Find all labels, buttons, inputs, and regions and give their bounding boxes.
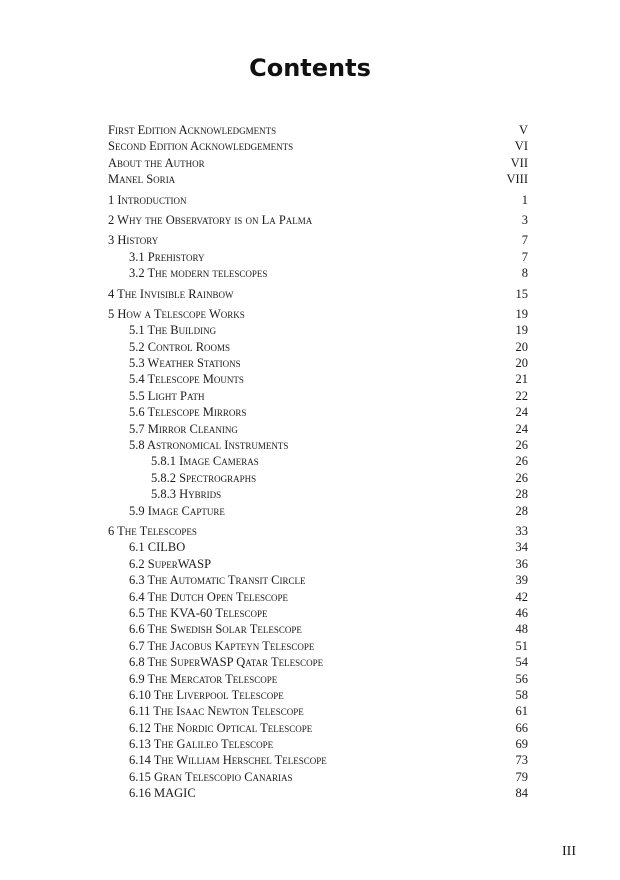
toc-entry-title: 3.2 The modern telescopes [129,266,268,281]
toc-entry-title: 5 How a Telescope Works [108,306,245,321]
toc-entry-page-number: 22 [515,388,528,403]
toc-entry-page-number: VII [510,155,528,170]
toc-entry[interactable] [108,265,528,281]
toc-entry[interactable] [108,249,528,265]
toc-entry[interactable] [108,654,528,670]
toc-entry-title: 4 The Invisible Rainbow [108,286,234,301]
toc-entry-title: 5.3 Weather Stations [129,356,241,371]
toc-entry-title: 6.8 The SuperWASP Qatar Telescope [129,655,324,670]
toc-entry-title: About the Author [108,155,205,170]
toc-entry-title: 5.8.1 Image Cameras [151,454,259,469]
toc-entry[interactable] [108,171,528,187]
toc-entry-page-number: 61 [515,704,528,719]
toc-entry-page-number: 46 [515,605,528,620]
toc-entry-title: 6.2 SuperWASP [129,556,212,571]
toc-entry-title: First Edition Acknowledgments [108,123,277,137]
toc-entry-title: 6.14 The William Herschel Telescope [129,753,327,768]
toc-entry[interactable] [108,212,528,228]
toc-entry[interactable] [108,589,528,605]
toc-entry[interactable] [108,671,528,687]
toc-entry-title: 5.7 Mirror Cleaning [129,421,238,436]
toc-entry-page-number: 79 [515,769,528,784]
toc-entry-title: 1 Introduction [108,192,187,207]
toc-entry[interactable] [108,523,528,539]
toc-entry-title: 5.9 Image Capture [129,503,225,518]
toc-entry-title: 6.7 The Jacobus Kapteyn Telescope [129,638,315,653]
toc-entry-title: 5.5 Light Path [129,388,205,403]
toc-entry[interactable] [108,322,528,338]
toc-entry[interactable] [108,306,528,322]
toc-entry[interactable] [108,138,528,154]
toc-entry-page-number: 7 [521,249,528,264]
toc-entry-title: 5.2 Control Rooms [129,339,231,354]
toc-entry[interactable] [108,503,528,519]
toc-entry[interactable] [108,388,528,404]
toc-entry-page-number: VI [514,139,528,154]
toc-entry[interactable] [108,155,528,171]
page-number-folio: III [562,844,576,859]
toc-entry-title: 6.10 The Liverpool Telescope [129,687,284,702]
toc-entry[interactable] [108,339,528,355]
toc-entry[interactable] [108,556,528,572]
toc-entry-title: 6.9 The Mercator Telescope [129,671,278,686]
toc-entry[interactable] [108,286,528,302]
toc-entry[interactable] [108,621,528,637]
toc-entry-page-number: 26 [515,454,528,469]
toc-entry[interactable] [108,752,528,768]
toc-entry-title: 5.1 The Building [129,323,217,338]
toc-entry-title: 6.13 The Galileo Telescope [129,737,274,752]
toc-entry-page-number: 28 [515,503,528,518]
page-title: Contents [249,54,371,82]
toc-entry-page-number: VIII [506,172,528,187]
toc-entry-page-number: 36 [515,556,528,571]
toc-entry-page-number: 39 [515,573,528,588]
toc-entry-page-number: 73 [515,753,528,768]
toc-entry[interactable] [108,638,528,654]
toc-entry[interactable] [108,453,528,469]
toc-entry[interactable] [108,703,528,719]
toc-entry-title: 6.3 The Automatic Transit Circle [129,573,306,588]
toc-entry[interactable] [108,470,528,486]
toc-entry-page-number: 3 [521,212,528,227]
toc-entry-title: 6.11 The Isaac Newton Telescope [129,704,304,719]
toc-entry[interactable] [108,437,528,453]
toc-entry-title: 6 The Telescopes [108,523,197,538]
toc-entry-page-number: 42 [515,589,528,604]
toc-entry-title: Second Edition Acknowledgements [108,139,294,154]
toc-entry[interactable] [108,736,528,752]
toc-entry[interactable] [108,122,528,138]
toc-entry-page-number: 24 [515,421,528,436]
toc-entry[interactable] [108,232,528,248]
toc-entry-page-number: 21 [515,372,528,387]
toc-entry-page-number: 51 [515,638,528,653]
toc-entry-title: Manel Soria [108,172,176,187]
toc-entry-page-number: 26 [515,470,528,485]
toc-entry[interactable] [108,192,528,208]
toc-entry[interactable] [108,421,528,437]
toc-entry[interactable] [108,486,528,502]
toc-entry-title: 5.8.3 Hybrids [151,487,222,502]
toc-entry-title: 6.12 The Nordic Optical Telescope [129,720,313,735]
toc-entry-title: 6.5 The KVA-60 Telescope [129,605,268,620]
toc-entry-title: 3 History [108,233,159,248]
toc-entry-page-number: 24 [515,405,528,420]
toc-entry[interactable] [108,539,528,555]
toc-entry-title: 6.15 Gran Telescopio Canarias [129,769,293,784]
toc-entry[interactable] [108,687,528,703]
toc-entry-page-number: 8 [521,266,528,281]
table-of-contents [108,122,528,802]
toc-entry-title: 5.6 Telescope Mirrors [129,405,247,420]
toc-entry-page-number: 1 [521,192,528,207]
toc-entry-page-number: 20 [515,339,528,354]
toc-entry-title: 5.8.2 Spectrographs [151,470,257,485]
toc-entry-title: 6.16 MAGIC [129,786,196,801]
toc-entry-page-number: 28 [515,487,528,502]
toc-entry-page-number: 19 [515,323,528,338]
toc-entry-page-number: 26 [515,438,528,453]
toc-entry-page-number: 56 [515,671,528,686]
toc-entry[interactable] [108,404,528,420]
toc-entry-page-number: 19 [515,306,528,321]
toc-entry[interactable] [108,355,528,371]
toc-entry-title: 3.1 Prehistory [129,249,205,264]
toc-entry-page-number: 84 [515,786,528,801]
toc-entry-page-number: 20 [515,356,528,371]
toc-entry-page-number: 69 [515,737,528,752]
toc-entry-page-number: 15 [515,286,528,301]
toc-entry[interactable] [108,785,528,801]
toc-entry-title: 6.1 CILBO [129,540,186,555]
toc-entry-page-number: 48 [515,622,528,637]
toc-entry-page-number: 33 [515,523,528,538]
toc-entry-page-number: V [518,123,528,137]
toc-entry-title: 6.4 The Dutch Open Telescope [129,589,289,604]
toc-entry[interactable] [108,572,528,588]
toc-entry-title: 5.8 Astronomical Instruments [129,438,289,453]
toc-entry[interactable] [108,769,528,785]
toc-entry[interactable] [108,720,528,736]
toc-entry-title: 5.4 Telescope Mounts [129,372,244,387]
toc-entry[interactable] [108,605,528,621]
toc-entry-page-number: 58 [515,687,528,702]
toc-entry-page-number: 34 [515,540,528,555]
toc-entry-title: 6.6 The Swedish Solar Telescope [129,622,302,637]
toc-entry[interactable] [108,371,528,387]
toc-entry-page-number: 66 [515,720,528,735]
toc-entry-page-number: 7 [521,233,528,248]
toc-entry-title: 2 Why the Observatory is on La Palma [108,212,313,227]
toc-entry-page-number: 54 [515,655,528,670]
